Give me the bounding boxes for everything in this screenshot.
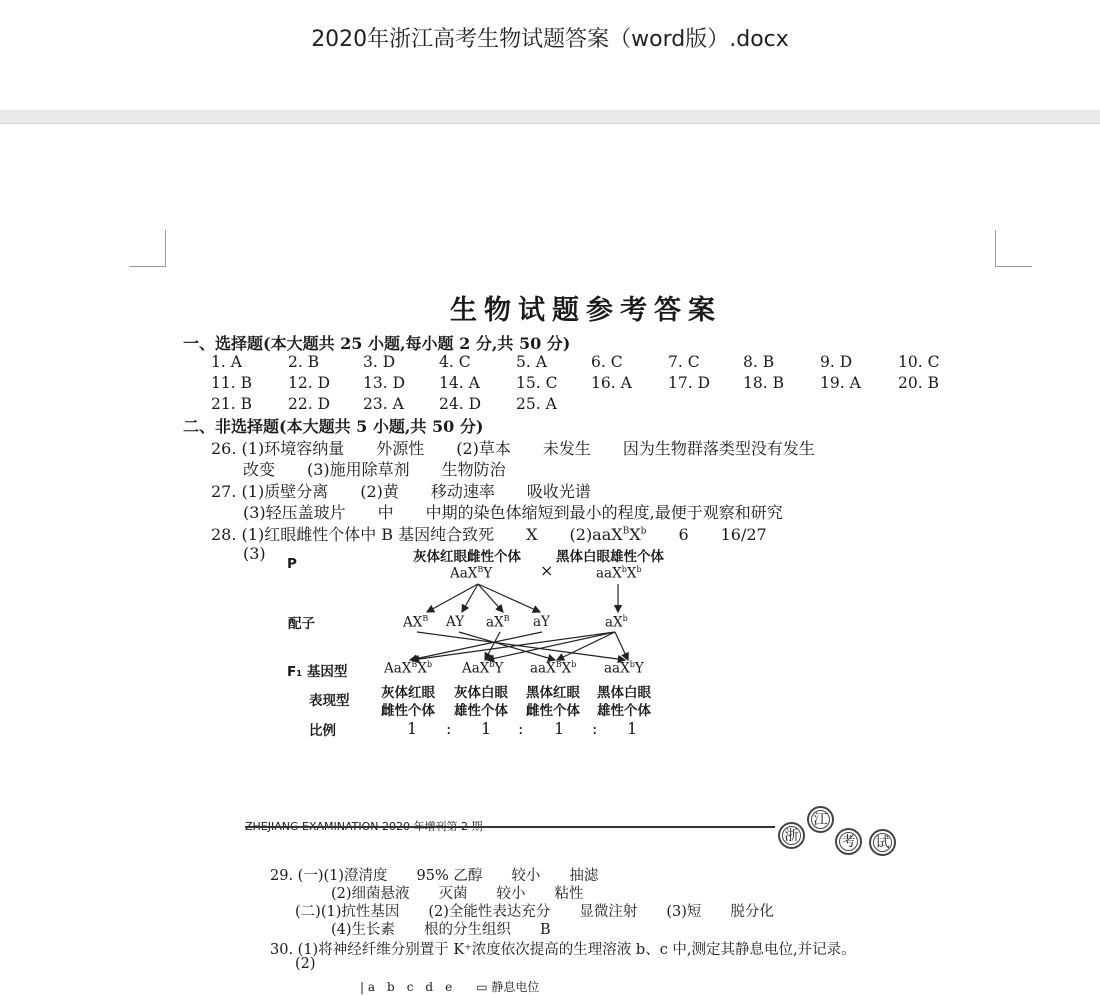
q26-line2: 改变 (3)施用除草剂 生物防治: [243, 460, 506, 479]
seal-char: 考: [835, 828, 862, 855]
mc-answer: 17. D: [668, 374, 711, 392]
mc-answer: 23. A: [363, 395, 404, 413]
superscript: b: [640, 526, 647, 537]
offspring-genotype-3: $aaX^BX^b$: [530, 660, 577, 677]
offspring-pheno-4a: 黑体白眼: [597, 685, 651, 701]
mc-answer: 5. A: [516, 353, 547, 371]
q27-line1: 27. (1)质壁分离 (2)黄 移动速率 吸收光谱: [211, 482, 591, 501]
gamete-4: aY: [533, 614, 550, 630]
mc-answer: 10. C: [898, 353, 940, 371]
mc-answer: 9. D: [820, 353, 853, 371]
parent2-phenotype: 黑体白眼雄性个体: [556, 549, 664, 565]
q29-line4: (4)生长素 根的分生组织 B: [331, 922, 551, 938]
mc-answer: 25. A: [516, 395, 557, 413]
mc-answer: 7. C: [668, 353, 700, 371]
gamete-label: 配子: [288, 616, 315, 632]
mc-answer: 16. A: [591, 374, 632, 392]
seal-char: 浙: [778, 822, 805, 849]
journal-footer: ZHEJIANG EXAMINATION 2020 年增刊第 2 期: [245, 820, 483, 833]
parent2-genotype: $aaX^bX^b$: [596, 565, 642, 582]
offspring-pheno-4b: 雄性个体: [597, 703, 651, 719]
offspring-pheno-2a: 灰体白眼: [454, 685, 508, 701]
document-title: 2020年浙江高考生物试题答案（word版）.docx: [311, 27, 789, 52]
offspring-genotype-1: $AaX^BX^b$: [384, 660, 433, 677]
q30-partial: | a b c d e ▭ 静息电位: [360, 980, 540, 994]
section2-heading: 二、非选择题(本大题共 5 小题,共 50 分): [183, 417, 484, 436]
gamete-5: $aX^b$: [605, 614, 628, 631]
mc-answer: 2. B: [288, 353, 320, 371]
parent1-genotype: AaX$^B$Y: [450, 565, 493, 582]
mc-answer: 11. B: [211, 374, 252, 392]
offspring-pheno-3a: 黑体红眼: [526, 685, 580, 701]
mc-answer: 18. B: [743, 374, 784, 392]
ratio-label: 比例: [309, 723, 336, 739]
mc-answer: 4. C: [439, 353, 471, 371]
q29-line3: (二)(1)抗性基因 (2)全能性表达充分 显微注射 (3)短 脱分化: [295, 904, 774, 920]
ratio-value: 1: [407, 719, 418, 738]
gamete-2: AY: [446, 614, 465, 630]
ratio-colon: :: [518, 719, 524, 738]
ratio-value: 1: [627, 719, 638, 738]
q29-line1: 29. (一)(1)澄清度 95% 乙醇 较小 抽滤: [270, 868, 599, 884]
ratio-colon: :: [446, 719, 452, 738]
phenotype-label: 表现型: [309, 693, 350, 709]
mc-answer: 12. D: [288, 374, 331, 392]
mc-answer: 3. D: [363, 353, 396, 371]
ratio-value: 1: [554, 719, 565, 738]
q30-line1: 30. (1)将神经纤维分别置于 K⁺浓度依次提高的生理溶液 b、c 中,测定其静息电位,并记录。: [270, 942, 856, 958]
q28-part3: (3): [243, 544, 266, 563]
parent1-phenotype: 灰体红眼雌性个体: [413, 549, 521, 565]
mc-answer: 8. B: [743, 353, 775, 371]
q28-text-mid: X: [629, 525, 641, 544]
ratio-colon: :: [592, 719, 598, 738]
answer-title: 生物试题参考答案: [450, 295, 722, 326]
seal-char: 江: [807, 806, 834, 833]
offspring-pheno-3b: 雌性个体: [526, 703, 580, 719]
mc-answer: 14. A: [439, 374, 480, 392]
diagram-p-label: P: [287, 556, 297, 572]
q29-line2: (2)细菌悬液 灭菌 较小 粘性: [331, 886, 584, 902]
mc-answer: 15. C: [516, 374, 558, 392]
mc-answer: 6. C: [591, 353, 623, 371]
q30-line2: (2): [295, 956, 316, 972]
offspring-pheno-1a: 灰体红眼: [381, 685, 435, 701]
q26-line1: 26. (1)环境容纳量 外源性 (2)草本 未发生 因为生物群落类型没有发生: [211, 439, 815, 458]
section1-heading: 一、选择题(本大题共 25 小题,每小题 2 分,共 50 分): [183, 334, 571, 353]
offspring-pheno-1b: 雌性个体: [381, 703, 435, 719]
mc-answer: 24. D: [439, 395, 482, 413]
mc-answer: 20. B: [898, 374, 939, 392]
mc-answer: 22. D: [288, 395, 331, 413]
q28-text-end: 6 16/27: [646, 525, 767, 544]
offspring-genotype-2: AaX$^b$Y: [462, 660, 504, 677]
q28-text: 28. (1)红眼雌性个体中 B 基因纯合致死 X (2)aaX: [211, 525, 623, 544]
gamete-1: $AX^B$: [403, 614, 429, 631]
offspring-pheno-2b: 雄性个体: [454, 703, 508, 719]
mc-answer: 21. B: [211, 395, 252, 413]
f1-label: F₁ 基因型: [287, 664, 348, 680]
ratio-value: 1: [481, 719, 492, 738]
offspring-genotype-4: aaX$^b$Y: [604, 660, 644, 677]
mc-answer: 1. A: [211, 353, 242, 371]
footer-rule: [245, 826, 775, 828]
cross-symbol: ×: [540, 561, 554, 580]
superscript: B: [622, 526, 630, 537]
q27-line2: (3)轻压盖玻片 中 中期的染色体缩短到最小的程度,最便于观察和研究: [243, 503, 783, 522]
gamete-3: $aX^B$: [486, 614, 510, 631]
mc-answer: 13. D: [363, 374, 406, 392]
seal-char: 试: [869, 829, 896, 856]
mc-answer: 19. A: [820, 374, 861, 392]
